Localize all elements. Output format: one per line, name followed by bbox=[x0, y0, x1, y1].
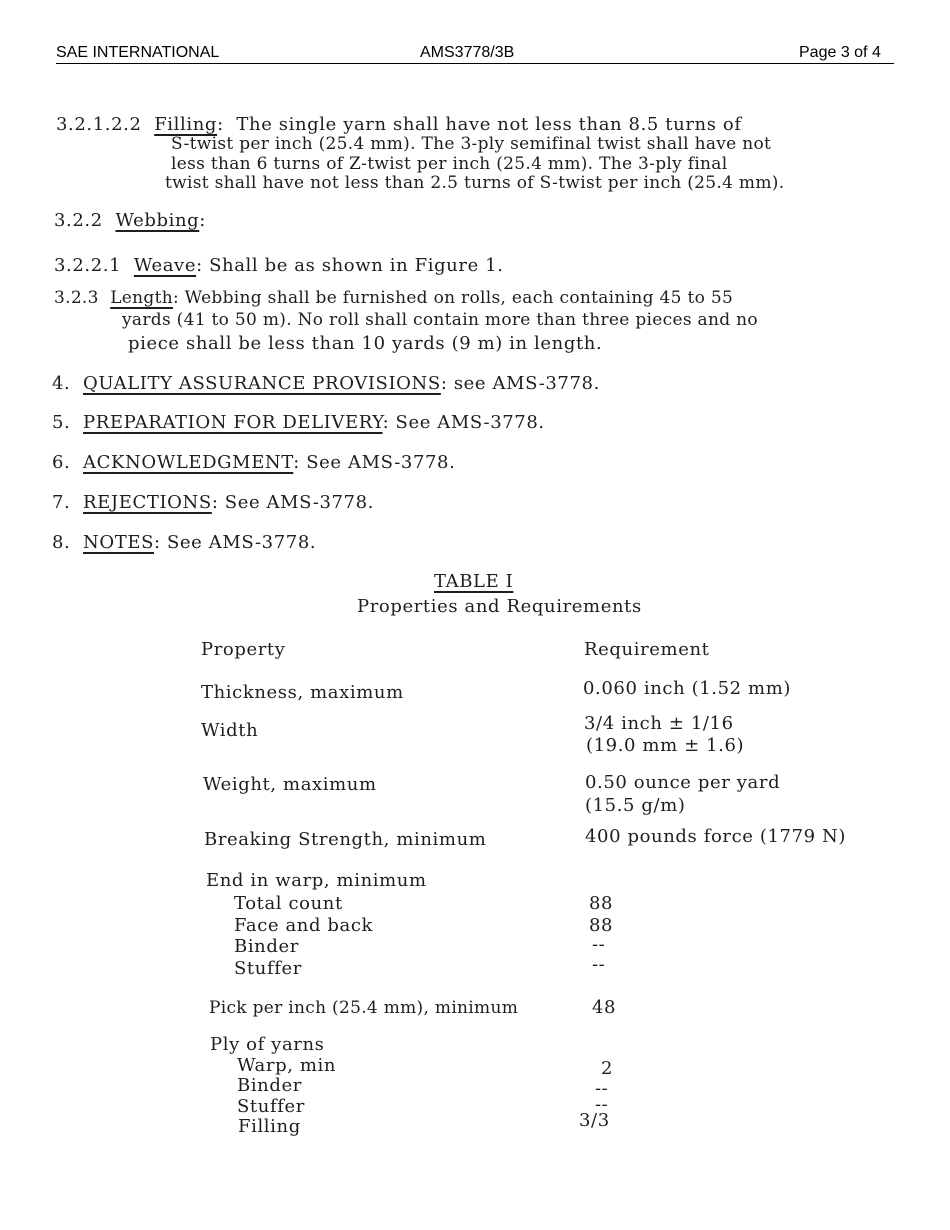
section-rejections bbox=[52, 492, 374, 513]
section-title: ACKNOWLEDGMENT bbox=[83, 452, 294, 473]
section-quality-assurance bbox=[52, 373, 600, 394]
property-sublabel: Stuffer bbox=[237, 1096, 305, 1117]
section-title: QUALITY ASSURANCE PROVISIONS bbox=[83, 373, 441, 394]
header-rule bbox=[56, 63, 894, 64]
property-sublabel: Filling bbox=[238, 1116, 301, 1137]
section-title: REJECTIONS bbox=[83, 492, 212, 513]
section-number: 3.2.1.2.2 bbox=[56, 114, 142, 135]
property-sublabel: Stuffer bbox=[234, 958, 302, 979]
property-label: Thickness, maximum bbox=[201, 682, 404, 703]
section-text: : see AMS-3778. bbox=[440, 373, 600, 394]
property-label: Weight, maximum bbox=[203, 774, 377, 795]
section-text: : bbox=[199, 210, 206, 231]
section-text-line: piece shall be less than 10 yards (9 m) in length. bbox=[128, 333, 603, 354]
table-title: TABLE I bbox=[434, 571, 514, 592]
section-title: Weave bbox=[133, 255, 197, 276]
section-acknowledgment bbox=[52, 452, 455, 473]
section-text-line: S-twist per inch (25.4 mm). The 3-ply semifinal twist shall have not bbox=[171, 134, 772, 154]
section-number: 7. bbox=[52, 492, 71, 513]
table-subtitle: Properties and Requirements bbox=[357, 596, 642, 617]
section-title: NOTES bbox=[83, 532, 155, 553]
section-number: 4. bbox=[52, 373, 71, 394]
section-text-line: less than 6 turns of Z-twist per inch (25.4 mm). The 3-ply final bbox=[171, 154, 728, 174]
property-sublabel: Binder bbox=[234, 936, 299, 957]
section-text-line: The single yarn shall have not less than 8.5 turns of bbox=[236, 114, 742, 135]
requirement-value: -- bbox=[595, 1094, 609, 1115]
requirement-value: 3/4 inch ± 1/16 bbox=[584, 713, 734, 734]
requirement-value: 88 bbox=[589, 893, 614, 914]
section-number: 3.2.2.1 bbox=[54, 255, 122, 276]
section-preparation bbox=[52, 412, 545, 433]
section-text: : See AMS-3778. bbox=[154, 532, 317, 553]
section-text: : Shall be as shown in Figure 1. bbox=[196, 255, 504, 276]
section-title: Length bbox=[110, 288, 173, 308]
header-org: SAE INTERNATIONAL bbox=[56, 44, 220, 61]
section-text-line: : Webbing shall be furnished on rolls, each containing 45 to 55 bbox=[172, 288, 734, 308]
column-header-requirement: Requirement bbox=[584, 639, 710, 660]
requirement-value: 3/3 bbox=[579, 1110, 610, 1131]
requirement-value: (19.0 mm ± 1.6) bbox=[586, 735, 745, 756]
property-label: End in warp, minimum bbox=[206, 870, 427, 891]
requirement-value: -- bbox=[592, 954, 606, 975]
requirement-value: 400 pounds force (1779 N) bbox=[585, 826, 846, 847]
section-text: : See AMS-3778. bbox=[211, 492, 374, 513]
requirement-value: (15.5 g/m) bbox=[585, 795, 686, 816]
section-title: Webbing bbox=[115, 210, 200, 231]
section-weave bbox=[54, 255, 504, 276]
requirement-value: 88 bbox=[589, 915, 614, 936]
property-sublabel: Face and back bbox=[234, 915, 374, 936]
property-label: Pick per inch (25.4 mm), minimum bbox=[209, 998, 519, 1018]
property-sublabel: Binder bbox=[237, 1075, 302, 1096]
requirement-value: -- bbox=[595, 1078, 609, 1099]
section-number: 3.2.2 bbox=[54, 210, 103, 231]
section-number: 6. bbox=[52, 452, 71, 473]
section-text-line: yards (41 to 50 m). No roll shall contain more than three pieces and no bbox=[122, 310, 758, 330]
requirement-value: 48 bbox=[592, 997, 617, 1018]
property-sublabel: Total count bbox=[234, 893, 343, 914]
section-number: 5. bbox=[52, 412, 71, 433]
property-label: Width bbox=[201, 720, 259, 741]
section-text: : See AMS-3778. bbox=[293, 452, 456, 473]
requirement-value: 2 bbox=[601, 1058, 614, 1079]
property-label: Breaking Strength, minimum bbox=[204, 829, 487, 850]
section-title: Filling bbox=[154, 114, 218, 135]
section-webbing bbox=[54, 210, 206, 231]
requirement-value: -- bbox=[592, 934, 606, 955]
section-number: 8. bbox=[52, 532, 71, 553]
section-text: : See AMS-3778. bbox=[382, 412, 545, 433]
section-title: PREPARATION FOR DELIVERY bbox=[83, 412, 383, 433]
property-sublabel: Warp, min bbox=[237, 1055, 337, 1076]
requirement-value: 0.50 ounce per yard bbox=[585, 772, 781, 793]
section-text-line: twist shall have not less than 2.5 turns of S-twist per inch (25.4 mm). bbox=[165, 173, 785, 193]
property-label: Ply of yarns bbox=[210, 1034, 325, 1055]
header-page-number: Page 3 of 4 bbox=[799, 44, 881, 61]
requirement-value: 0.060 inch (1.52 mm) bbox=[583, 678, 791, 699]
section-number: 3.2.3 bbox=[54, 288, 99, 308]
header-doc-number: AMS3778/3B bbox=[420, 44, 515, 61]
section-notes bbox=[52, 532, 316, 553]
column-header-property: Property bbox=[201, 639, 286, 660]
